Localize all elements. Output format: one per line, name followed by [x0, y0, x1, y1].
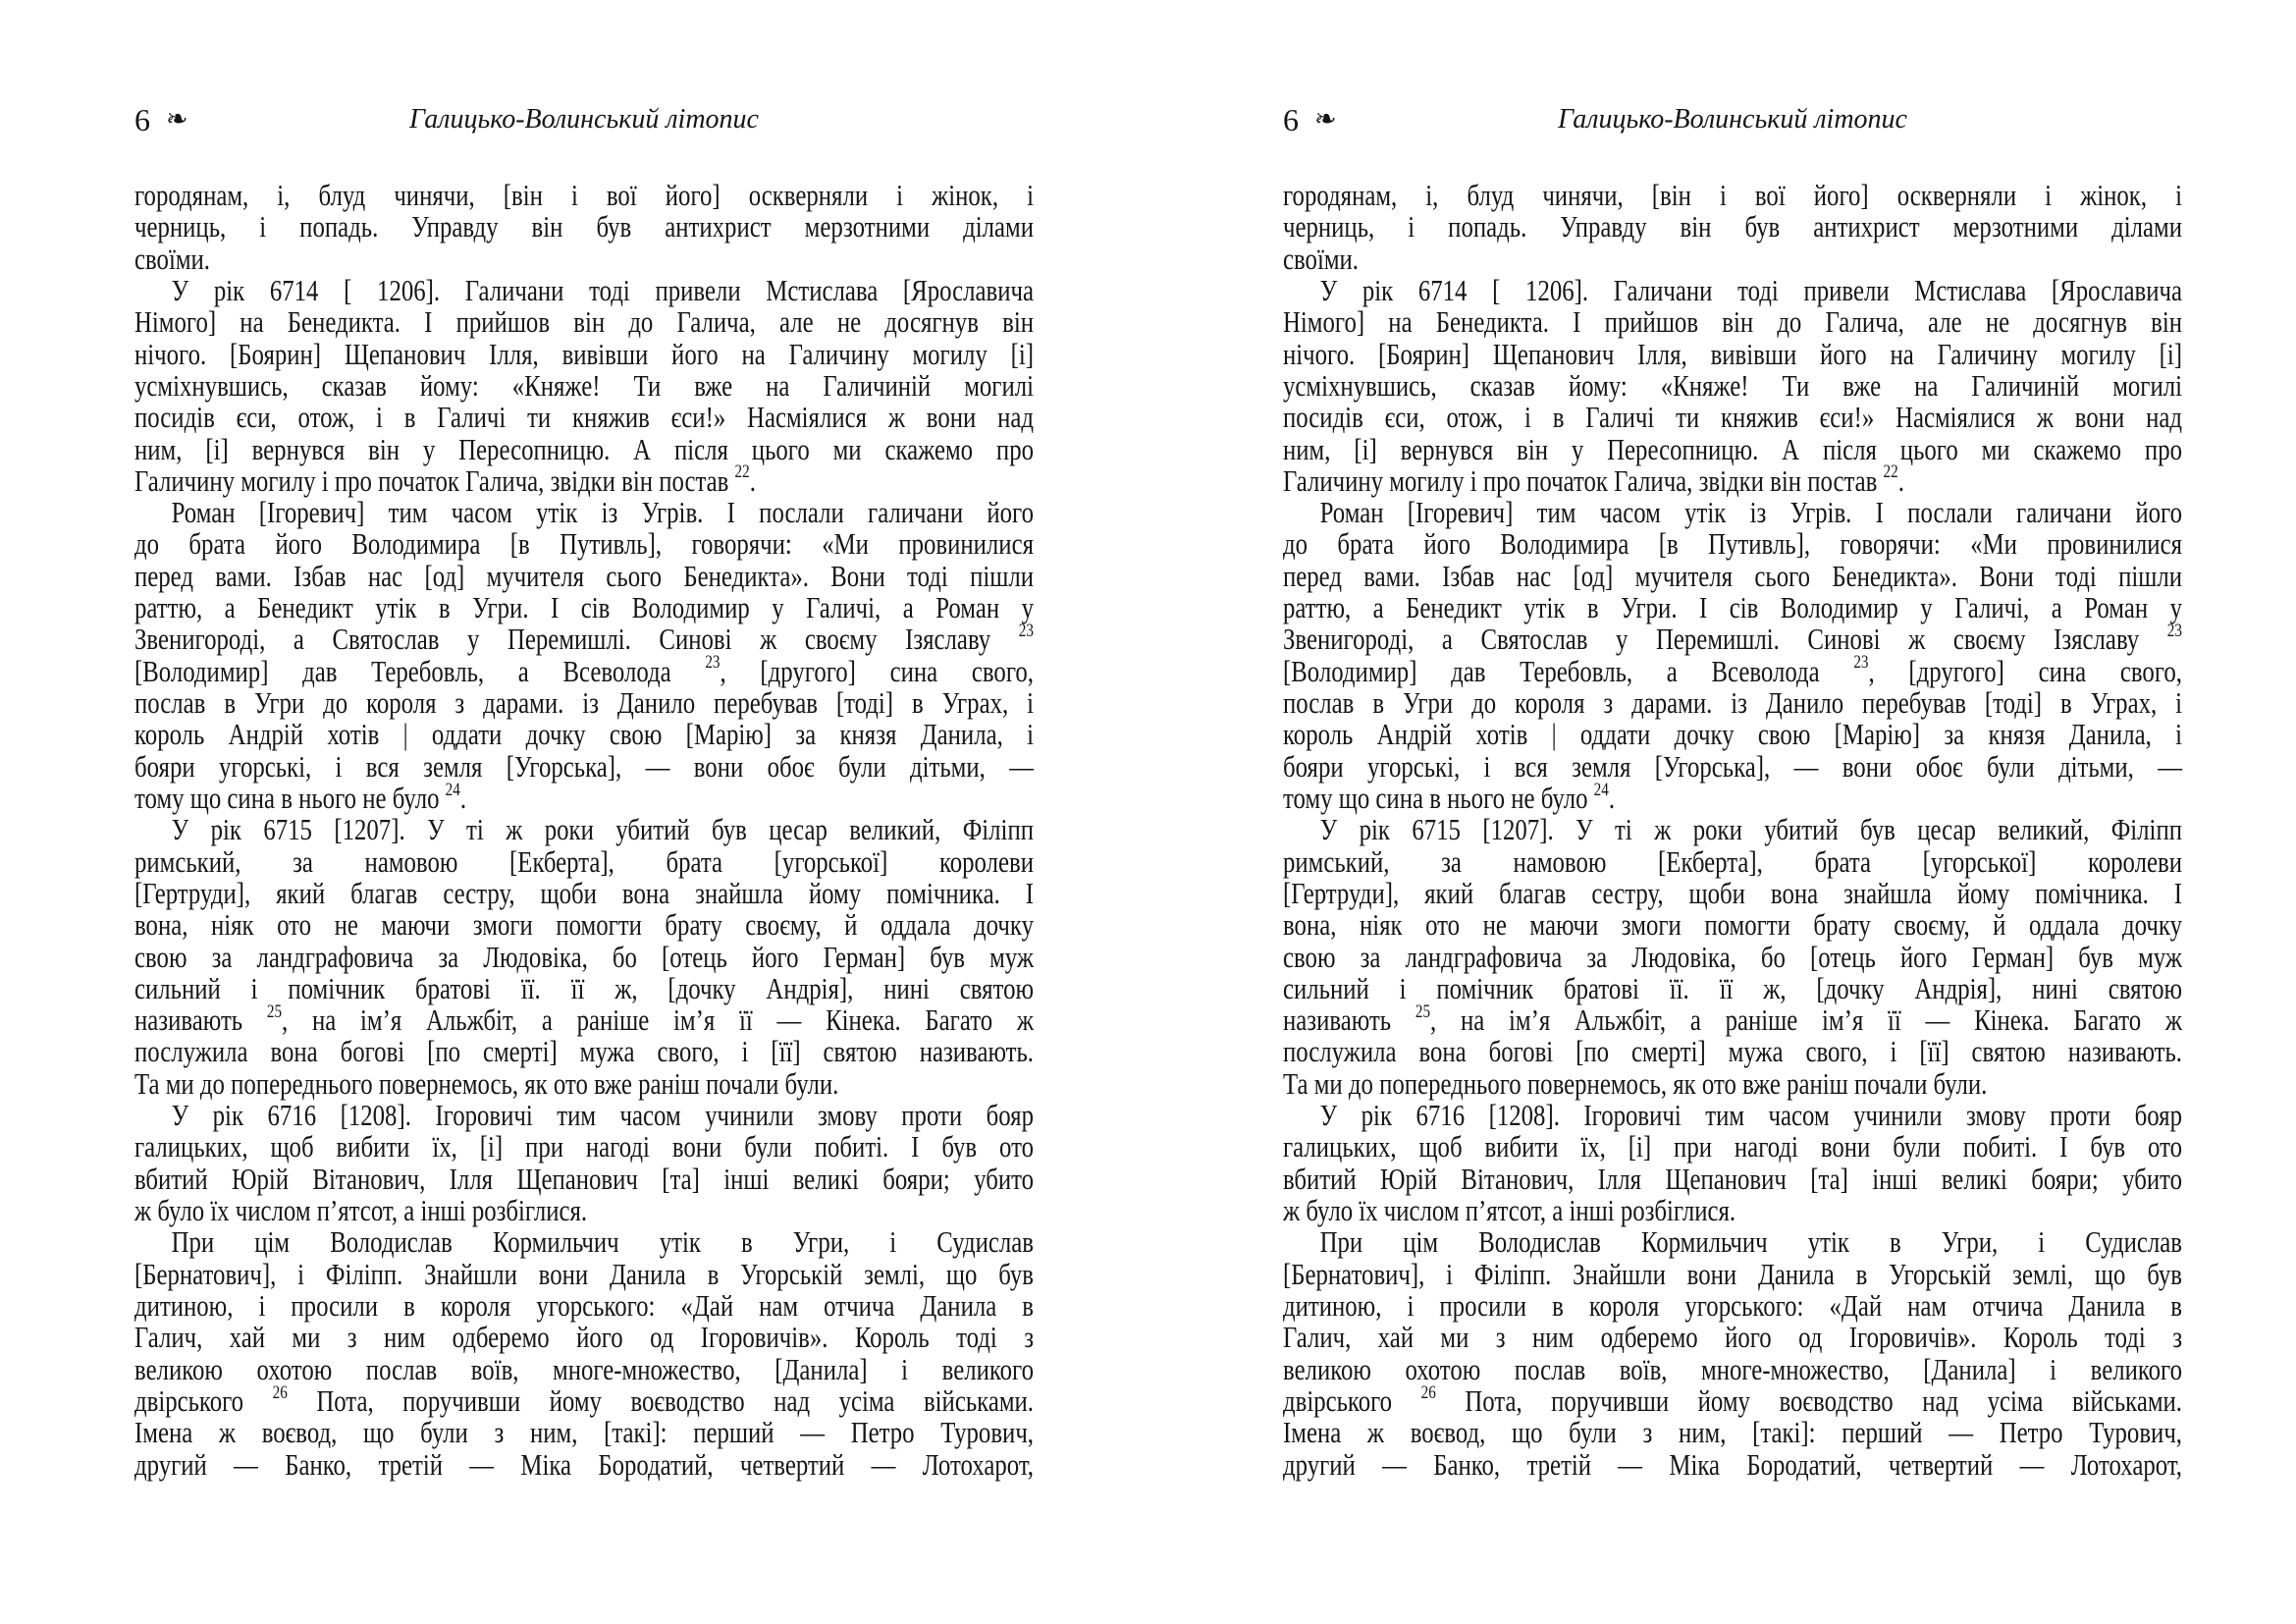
text-line: своїми. — [134, 241, 211, 276]
text-line: бояри угорські, і вся земля [Угорська], — вони обоє були дітьми, — — [1283, 748, 2182, 784]
paragraph — [1283, 1100, 2182, 1226]
paragraph — [134, 814, 1034, 1100]
text-line: усміхнувшись, сказав йому: «Княже! Ти вже на Галичиній могилі — [1283, 367, 2182, 403]
page-number: 6 — [1283, 102, 1299, 137]
text-line: другий — Банко, третій — Міка Бородатий, четвертий — Лотохарот, — [134, 1446, 1034, 1482]
text-line: Імена ж воєвод, що були з ним, [такі]: перший — Петро Турович, — [134, 1415, 1034, 1450]
text-line: черниць, і попадь. Управду він був антихрист мерзотними ділами — [134, 209, 1034, 244]
text-line: ним, [і] вернувся він у Пересопницю. А після цього ми скажемо про — [1283, 431, 2182, 466]
running-title: Галицько-Волинський літопис — [1558, 104, 1907, 135]
paragraph — [1283, 497, 2182, 814]
text-line: [Гертруди], який благав сестру, щоби вона знайшла йому помічника. І — [1283, 875, 2182, 910]
footnote-reference: 26 — [272, 1381, 288, 1403]
footnote-reference: 22 — [734, 461, 750, 483]
text-line: У рік 6716 [1208]. Ігоровичі тим часом учинили змову проти бояр — [171, 1098, 1035, 1133]
text-line: дитиною, і просили в короля угорського: «Дай нам отчича Данила в — [1283, 1287, 2182, 1323]
page-body — [1283, 180, 2182, 1481]
text-line: двірського $^{26}$ Пота, поручивши йому воєводство над усіма військами. — [1283, 1381, 2182, 1418]
text-line: до брата його Володимира [в Путивль], говорячи: «Ми провинилися — [134, 526, 1034, 562]
text-line: послав в Угри до короля з дарами. із Данило перебував [тоді] в Уграх, і — [134, 685, 1034, 720]
text-line: римський, за намовою [Екберта], брата [угорської] королеви — [1283, 843, 2182, 879]
text-line: другий — Банко, третій — Міка Бородатий, четвертий — Лотохарот, — [1283, 1446, 2182, 1482]
text-line: послужила вона богові [по смерті] мужа свого, і [її] святою називають. — [134, 1034, 1034, 1069]
text-line: посидів єси, отож, і в Галичі ти княжив єси!» Насміялися ж вони над — [134, 400, 1034, 435]
text-line: ж було їх числом п’ятсот, а інші розбіглися. — [1283, 1193, 1736, 1227]
text-line: посидів єси, отож, і в Галичі ти княжив єси!» Насміялися ж вони над — [1283, 400, 2182, 435]
text-line: У рік 6714 [ 1206]. Галичани тоді привели Мстислава [Ярославича — [171, 272, 1035, 307]
text-line: Звенигороді, а Святослав у Перемишлі. Синові ж своєму Ізяславу $^{23}$ — [1283, 621, 2182, 657]
text-line: Галич, хай ми з ним одберемо його од Ігоровичів». Король тоді з — [134, 1320, 1034, 1355]
footnote-reference: 23 — [1018, 621, 1034, 642]
text-line: усміхнувшись, сказав йому: «Княже! Ти вже на Галичиній могилі — [134, 367, 1034, 403]
text-line: [Бернатович], і Філіпп. Знайшли вони Данила в Угорській землі, що був — [1283, 1256, 2182, 1291]
text-line: городянам, і, блуд чинячи, [він і вої його] оскверняли і жінок, і — [134, 178, 1034, 212]
text-line: ж було їх числом п’ятсот, а інші розбіглися. — [134, 1193, 588, 1227]
text-line: вона, ніяк ото не маючи змоги помогти брату своєму, й оддала дочку — [134, 907, 1034, 943]
text-line: галицьких, щоб вибити їх, [і] при нагоді вони були побиті. І був ото — [1283, 1129, 2182, 1164]
text-line: називають $^{25}$, на ім’я Альжбіт, а раніше ім’я її — Кінека. Багато ж — [1283, 1001, 2183, 1038]
footnote-reference: 23 — [1853, 652, 1869, 674]
page-header — [1283, 102, 2182, 141]
footnote-reference: 24 — [1593, 779, 1609, 800]
text-line: тому що сина в нього не було $^{24}$. — [1283, 779, 1616, 815]
text-line: При цім Володислав Кормильчич утік в Угри, і Судислав — [171, 1224, 1035, 1260]
text-line: вбитий Юрій Вітанович, Ілля Щепанович [та] інші великі бояри; убито — [134, 1161, 1034, 1196]
text-line: Роман [Ігоревич] тим часом утік із Угрів. І послали галичани його — [1319, 495, 2182, 530]
text-line: перед вами. Ізбав нас [од] мучителя сього Бенедикта». Вони тоді пішли — [1283, 558, 2182, 593]
text-line: У рік 6715 [1207]. У ті ж роки убитий був цесар великий, Філіпп — [171, 812, 1035, 847]
paragraph — [1283, 1226, 2182, 1481]
page-header — [134, 102, 1034, 141]
text-line: Німого] на Бенедикта. І прийшов він до Галича, але не досягнув він — [1283, 304, 2182, 340]
text-line: послужила вона богові [по смерті] мужа свого, і [її] святою називають. — [1283, 1034, 2182, 1069]
text-line: король Андрій хотів | оддати дочку свою [Марію] за князя Данила, і — [134, 717, 1034, 752]
text-line: черниць, і попадь. Управду він був антихрист мерзотними ділами — [1283, 209, 2182, 244]
text-line: У рік 6715 [1207]. У ті ж роки убитий був цесар великий, Філіпп — [1319, 812, 2182, 847]
text-line: У рік 6714 [ 1206]. Галичани тоді привели Мстислава [Ярославича — [1319, 272, 2182, 307]
paragraph — [134, 1226, 1034, 1481]
footnote-reference: 25 — [1415, 1001, 1431, 1022]
footnote-reference: 22 — [1883, 461, 1898, 483]
text-line: Роман [Ігоревич] тим часом утік із Угрів. І послали галичани його — [171, 495, 1035, 530]
text-line: Галичину могилу і про початок Галича, звідки він постав $^{22}$. — [1283, 461, 1904, 498]
text-line: тому що сина в нього не було $^{24}$. — [134, 779, 467, 815]
paragraph — [1283, 180, 2182, 275]
text-line: [Володимир] дав Теребовль, а Всеволода $^{23}$, [другого] сина свого, — [134, 652, 1034, 688]
text-line: дитиною, і просили в короля угорського: «Дай нам отчича Данила в — [134, 1287, 1034, 1323]
text-line: своїми. — [1283, 241, 1360, 276]
text-line: ним, [і] вернувся він у Пересопницю. А після цього ми скажемо про — [134, 431, 1034, 466]
text-line: вона, ніяк ото не маючи змоги помогти брату своєму, й оддала дочку — [1283, 907, 2182, 943]
footnote-reference: 25 — [266, 1001, 283, 1022]
text-line: великою охотою послав воїв, многе-множество, [Данила] і великого — [134, 1351, 1034, 1386]
page-number-block — [1283, 102, 1337, 137]
text-line: перед вами. Ізбав нас [од] мучителя сього Бенедикта». Вони тоді пішли — [134, 558, 1034, 593]
text-line: до брата його Володимира [в Путивль], говорячи: «Ми провинилися — [1283, 526, 2182, 562]
text-line: бояри угорські, і вся земля [Угорська], — вони обоє були дітьми, — — [134, 748, 1034, 784]
paragraph — [134, 1100, 1034, 1226]
page-right — [1148, 0, 2296, 1624]
text-line: Імена ж воєвод, що були з ним, [такі]: перший — Петро Турович, — [1283, 1415, 2182, 1450]
footnote-reference: 23 — [705, 652, 721, 674]
text-line: римський, за намовою [Екберта], брата [угорської] королеви — [134, 843, 1034, 879]
running-title: Галицько-Волинський літопис — [409, 104, 759, 135]
text-line: король Андрій хотів | оддати дочку свою [Марію] за князя Данила, і — [1283, 717, 2182, 752]
text-line: свою за ландграфовича за Людовіка, бо [отець його Герман] був муж — [1283, 939, 2182, 974]
text-line: вбитий Юрій Вітанович, Ілля Щепанович [та] інші великі бояри; убито — [1283, 1161, 2182, 1196]
text-line: [Гертруди], який благав сестру, щоби вона знайшла йому помічника. І — [134, 875, 1034, 910]
text-line: Галич, хай ми з ним одберемо його од Ігоровичів». Король тоді з — [1283, 1320, 2182, 1355]
footnote-reference: 26 — [1420, 1381, 1436, 1403]
text-line: При цім Володислав Кормильчич утік в Угри, і Судислав — [1319, 1224, 2182, 1260]
text-line: Галичину могилу і про початок Галича, звідки він постав $^{22}$. — [134, 461, 756, 498]
text-line: [Бернатович], і Філіпп. Знайшли вони Данила в Угорській землі, що був — [134, 1256, 1034, 1291]
text-line: галицьких, щоб вибити їх, [і] при нагоді вони були побиті. І був ото — [134, 1129, 1034, 1164]
paragraph — [1283, 814, 2182, 1100]
text-line: Та ми до попереднього повернемось, як ото вже раніш почали були. — [1283, 1065, 1988, 1101]
page-number: 6 — [134, 102, 150, 137]
page-number-block — [134, 102, 188, 137]
text-line: Німого] на Бенедикта. І прийшов він до Галича, але не досягнув він — [134, 304, 1034, 340]
text-line: Звенигороді, а Святослав у Перемишлі. Синові ж своєму Ізяславу $^{23}$ — [134, 621, 1034, 657]
text-line: раттю, а Бенедикт утік в Угри. І сів Володимир у Галичі, а Роман у — [1283, 590, 2182, 625]
paragraph — [1283, 272, 2182, 498]
text-line: двірського $^{26}$ Пота, поручивши йому воєводство над усіма військами. — [134, 1381, 1034, 1418]
paragraph — [134, 272, 1035, 498]
text-line: нічого. [Боярин] Щепанович Ілля, вивівши його на Галичину могилу [і] — [134, 336, 1034, 371]
footnote-reference: 24 — [445, 779, 460, 800]
paragraph — [134, 180, 1034, 275]
text-line: послав в Угри до короля з дарами. із Данило перебував [тоді] в Уграх, і — [1283, 685, 2182, 720]
footnote-reference: 23 — [2166, 621, 2182, 642]
text-line: нічого. [Боярин] Щепанович Ілля, вивівши його на Галичину могилу [і] — [1283, 336, 2182, 371]
text-line: великою охотою послав воїв, многе-множество, [Данила] і великого — [1283, 1351, 2182, 1386]
text-line: сильний і помічник братові її. її ж, [дочку Андрія], нині святою — [134, 970, 1034, 1005]
text-line: городянам, і, блуд чинячи, [він і вої його] оскверняли і жінок, і — [1283, 178, 2182, 212]
text-line: раттю, а Бенедикт утік в Угри. І сів Володимир у Галичі, а Роман у — [134, 590, 1034, 625]
text-line: свою за ландграфовича за Людовіка, бо [отець його Герман] був муж — [134, 939, 1034, 974]
fleuron-icon: ❧ — [166, 104, 188, 135]
text-line: У рік 6716 [1208]. Ігоровичі тим часом учинили змову проти бояр — [1319, 1098, 2182, 1133]
text-line: сильний і помічник братові її. її ж, [дочку Андрія], нині святою — [1283, 970, 2182, 1005]
page-body — [134, 180, 1034, 1481]
paragraph — [134, 497, 1034, 814]
text-line: називають $^{25}$, на ім’я Альжбіт, а раніше ім’я її — Кінека. Багато ж — [134, 1001, 1035, 1038]
fleuron-icon: ❧ — [1314, 104, 1337, 135]
text-line: Та ми до попереднього повернемось, як ото вже раніш почали були. — [134, 1065, 839, 1101]
text-line: [Володимир] дав Теребовль, а Всеволода $^{23}$, [другого] сина свого, — [1283, 652, 2182, 688]
